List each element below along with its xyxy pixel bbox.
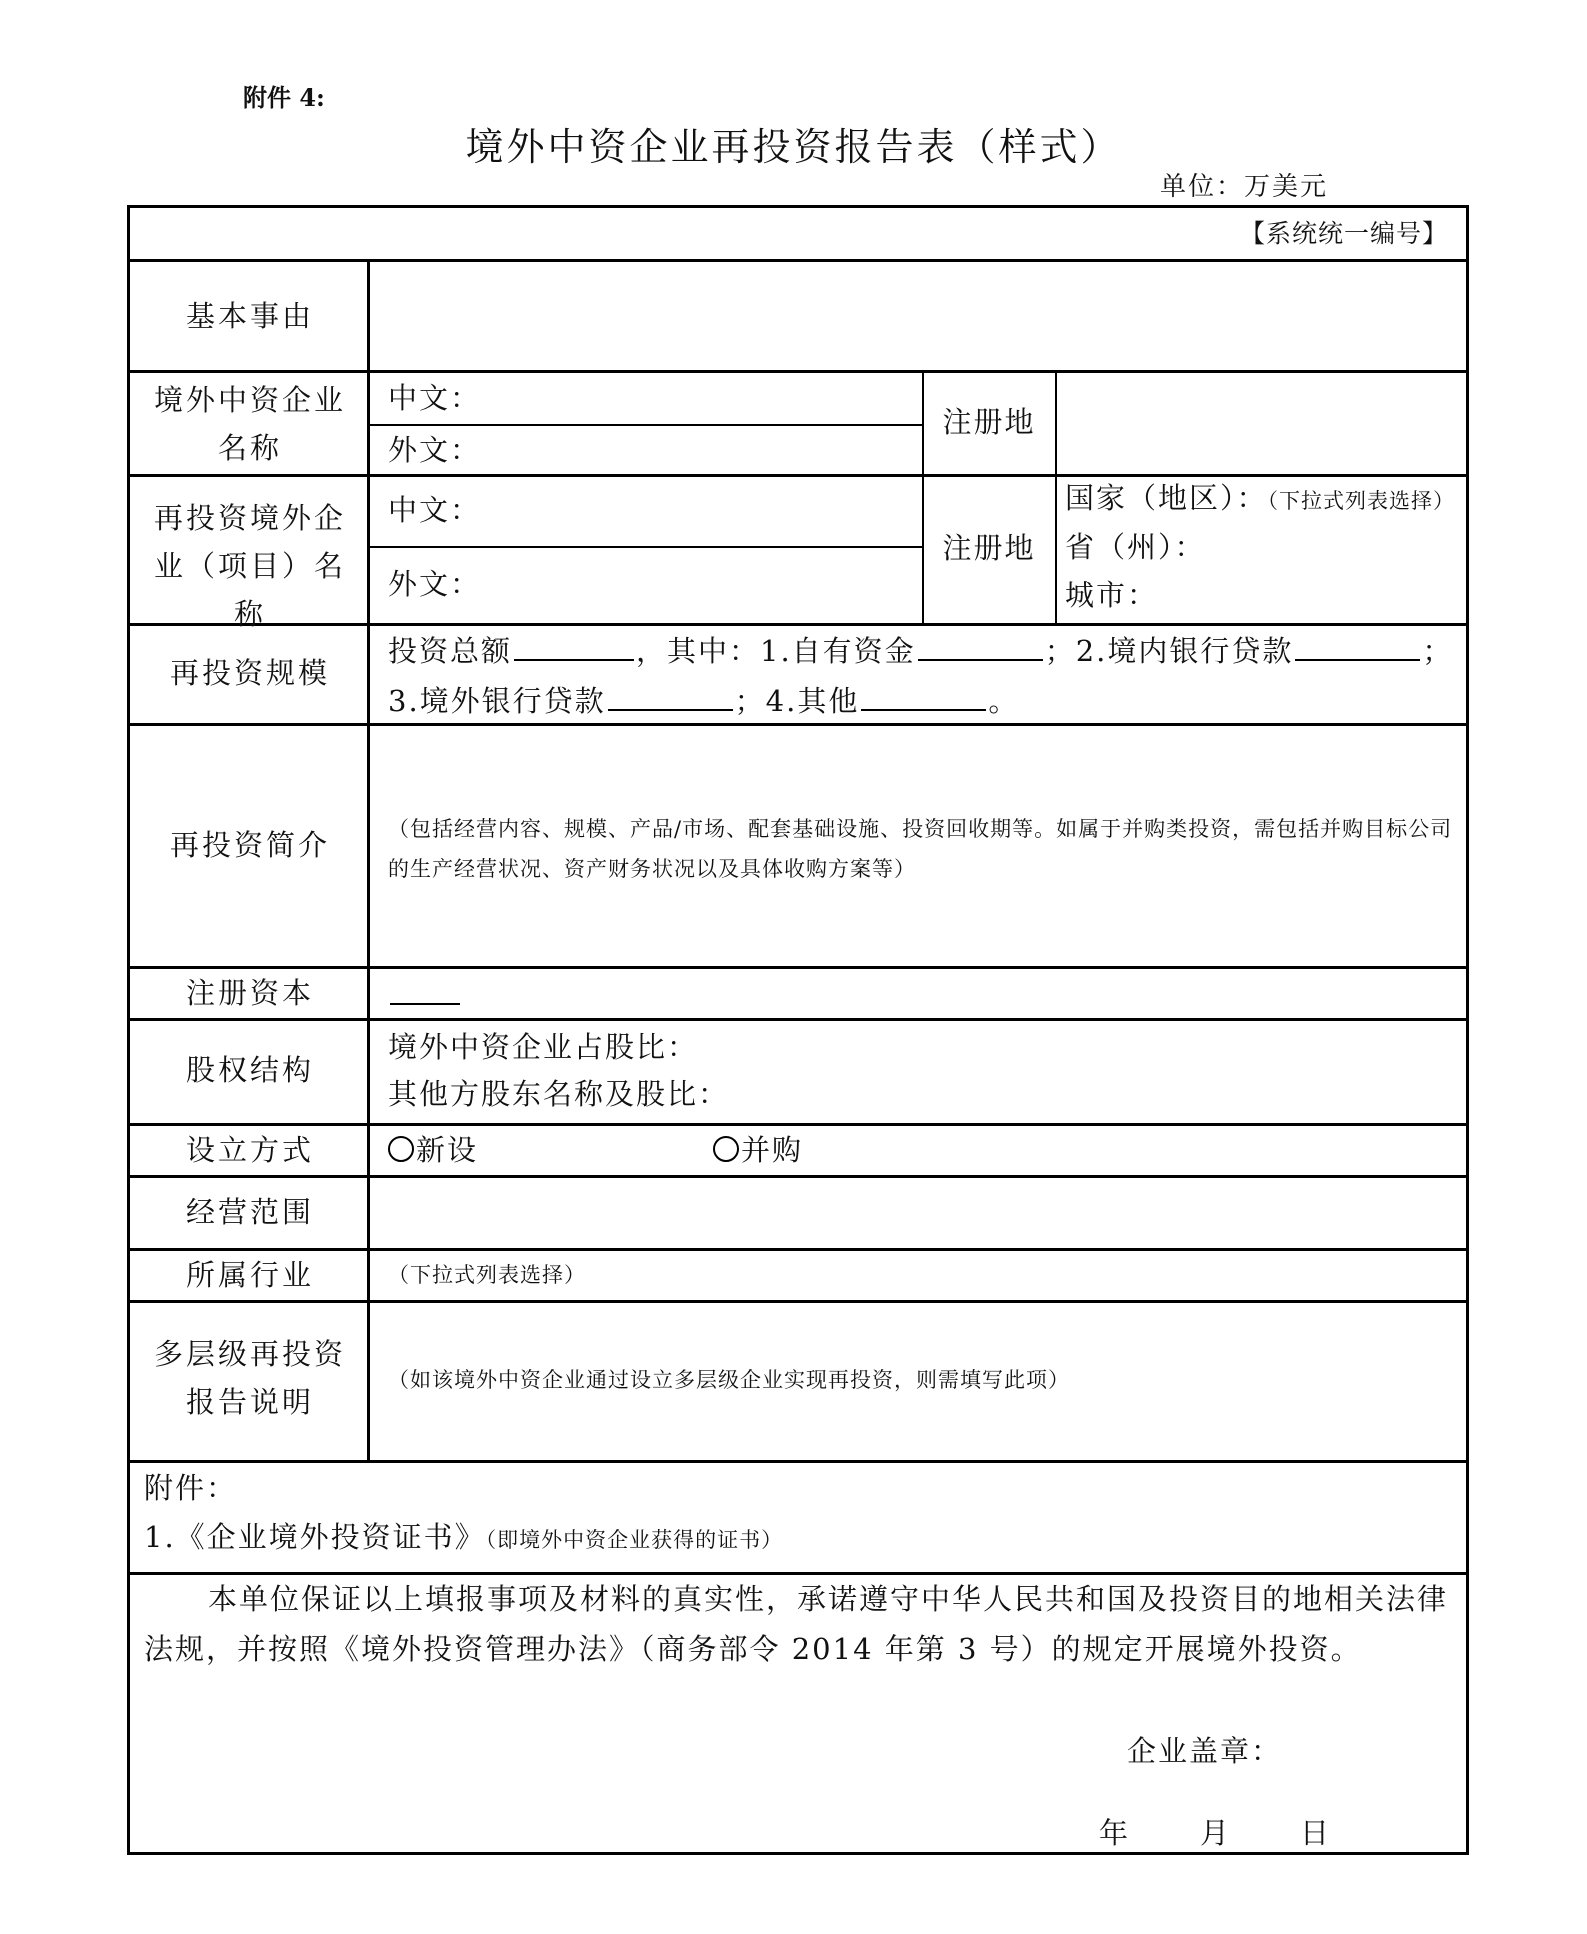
declaration-text: 本单位保证以上填报事项及材料的真实性，承诺遵守中华人民共和国及投资目的地相关法律法规，并按照《境外投资管理办法》（商务部令 2014 年第 3 号）的规定开展境外投资。 bbox=[144, 1582, 1449, 1666]
label-scale: 再投资规模 bbox=[169, 656, 330, 690]
business-scope-field[interactable] bbox=[375, 1178, 1460, 1246]
own-funds-label: ，其中：1.自有资金 bbox=[636, 634, 916, 668]
equity-line-2[interactable]: 其他方股东名称及股比： bbox=[388, 1077, 730, 1111]
option-new-label: 新设 bbox=[416, 1133, 479, 1167]
document-title: 境外中资企业再投资报告表（样式） bbox=[465, 125, 1122, 169]
label-reg-place-1: 注册地 bbox=[942, 405, 1036, 439]
unit-label: 单位：万美元 bbox=[1160, 172, 1329, 202]
scale-end: 。 bbox=[988, 684, 1020, 718]
option-ma-label: 并购 bbox=[741, 1133, 804, 1167]
date-year: 年 bbox=[1099, 1816, 1131, 1850]
reinvest-name-foreign[interactable]: 外文： bbox=[388, 567, 482, 601]
label-intro: 再投资简介 bbox=[169, 828, 330, 862]
total-label: 投资总额 bbox=[388, 634, 513, 668]
own-funds-blank[interactable] bbox=[918, 629, 1043, 661]
label-registered-capital: 注册资本 bbox=[185, 976, 314, 1010]
attachment-item-1-note: （即境外中资企业获得的证书） bbox=[485, 1528, 784, 1552]
reinvest-name-chinese[interactable]: 中文： bbox=[388, 493, 482, 527]
option-new[interactable] bbox=[388, 1126, 478, 1174]
option-ma[interactable] bbox=[713, 1126, 803, 1174]
label-basic-matter: 基本事由 bbox=[185, 299, 314, 333]
label-multi-level: 多层级再投资报告说明 bbox=[153, 1337, 346, 1419]
date-day: 日 bbox=[1300, 1816, 1332, 1850]
label-reg-place-2: 注册地 bbox=[942, 531, 1036, 565]
semicolon: ； bbox=[1422, 634, 1454, 668]
basic-matter-field[interactable] bbox=[375, 262, 1460, 367]
reg-province-field[interactable]: 省（州）： bbox=[1065, 530, 1206, 564]
report-form bbox=[127, 205, 1469, 1855]
system-id: 【系统统一编号】 bbox=[1239, 219, 1448, 248]
registered-capital-field[interactable] bbox=[388, 971, 1463, 1015]
attachment-item-1-title: 1.《企业境外投资证书》 bbox=[144, 1520, 486, 1554]
other-blank[interactable] bbox=[861, 679, 986, 711]
overseas-loan-label: 3.境外银行贷款 bbox=[388, 684, 606, 718]
domestic-loan-blank[interactable] bbox=[1295, 629, 1420, 661]
label-equity: 股权结构 bbox=[185, 1053, 314, 1087]
radio-ma-icon[interactable] bbox=[713, 1136, 739, 1162]
label-business-scope: 经营范围 bbox=[185, 1195, 314, 1229]
industry-field[interactable]: （下拉式列表选择） bbox=[388, 1263, 586, 1287]
seal-label: 企业盖章： bbox=[1127, 1734, 1283, 1768]
attachment-label: 附件 4: bbox=[243, 83, 325, 112]
company-name-chinese[interactable]: 中文： bbox=[388, 381, 482, 415]
company-name-foreign[interactable]: 外文： bbox=[388, 433, 482, 467]
label-company-name: 境外中资企业名称 bbox=[153, 383, 346, 465]
country-label: 国家（地区）： bbox=[1065, 481, 1268, 515]
attachments-heading: 附件： bbox=[144, 1471, 238, 1505]
other-label: ；4.其他 bbox=[734, 684, 860, 718]
equity-line-1[interactable]: 境外中资企业占股比： bbox=[388, 1030, 699, 1064]
label-establish: 设立方式 bbox=[185, 1133, 314, 1167]
total-blank[interactable] bbox=[514, 629, 634, 661]
domestic-loan-label: ；2.境内银行贷款 bbox=[1044, 634, 1294, 668]
multi-level-field[interactable]: （如该境外中资企业通过设立多层级企业实现再投资，则需填写此项） bbox=[388, 1368, 1070, 1392]
overseas-loan-blank[interactable] bbox=[608, 679, 733, 711]
country-note: （下拉式列表选择） bbox=[1267, 489, 1456, 513]
reg-country-field[interactable] bbox=[1065, 474, 1455, 526]
label-reinvest-name: 再投资境外企业（项目）名称 bbox=[153, 501, 346, 631]
intro-field[interactable]: （包括经营内容、规模、产品/市场、配套基础设施、投资回收期等。如属于并购类投资，需包括并购目标公司的生产经营状况、资产财务状况以及具体收购方案等） bbox=[388, 817, 1453, 881]
attachment-item-1 bbox=[144, 1513, 783, 1564]
scale-field[interactable] bbox=[388, 626, 1463, 726]
label-industry: 所属行业 bbox=[185, 1258, 314, 1292]
reg-city-field[interactable]: 城市： bbox=[1065, 578, 1159, 612]
reg-place-field-1[interactable] bbox=[1062, 373, 1462, 471]
radio-new-icon[interactable] bbox=[388, 1136, 414, 1162]
date-month: 月 bbox=[1200, 1816, 1232, 1850]
